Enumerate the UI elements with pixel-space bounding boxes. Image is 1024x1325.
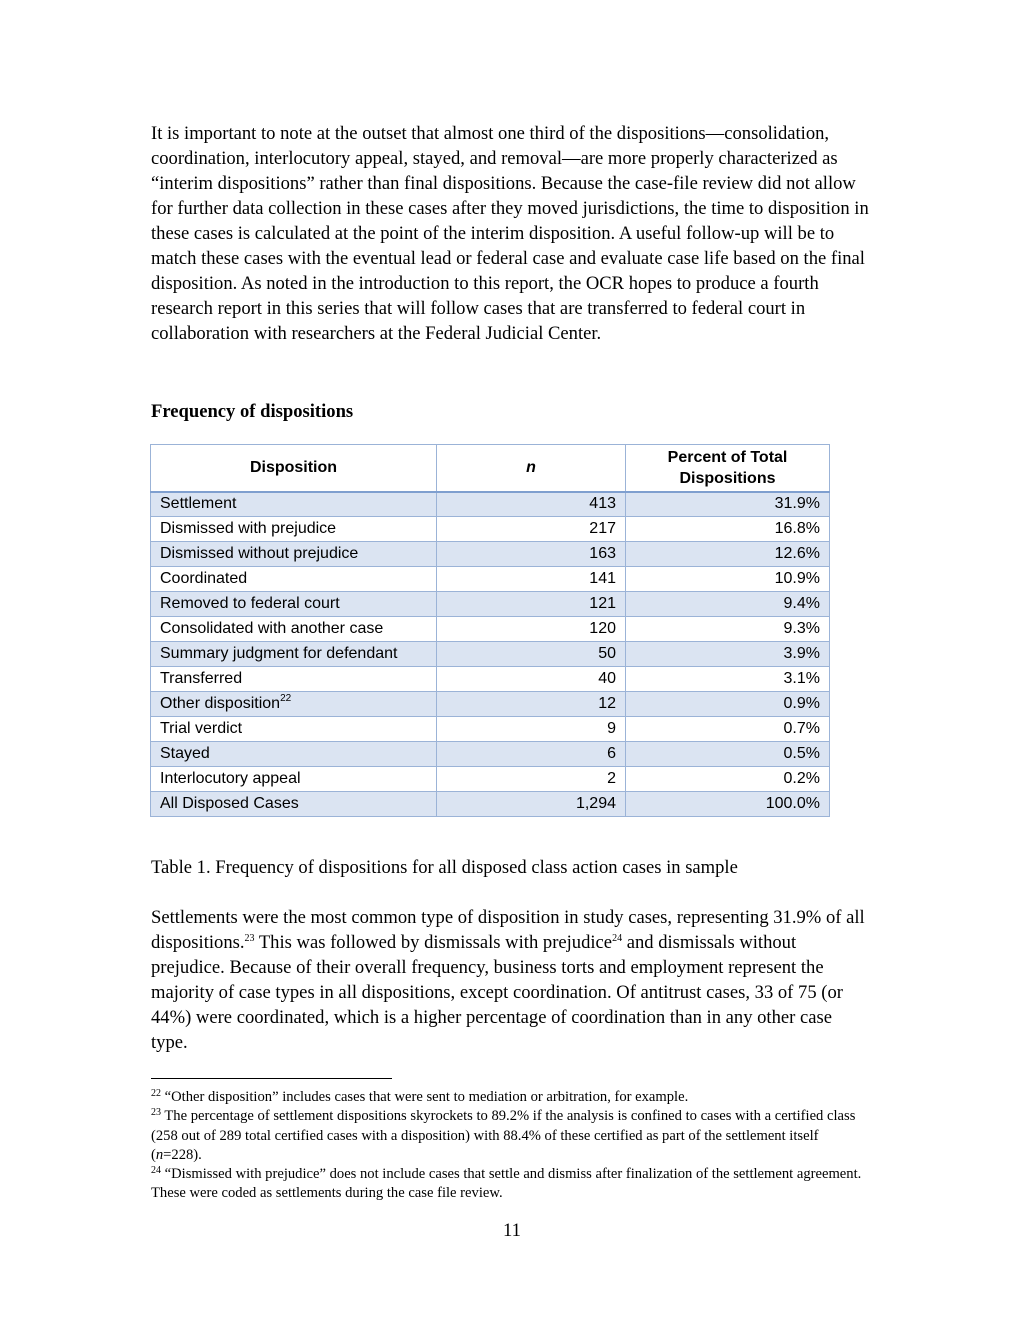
table-row <box>151 667 830 692</box>
table-caption: Table 1. Frequency of dispositions for all disposed class action cases in sample <box>151 857 738 878</box>
cell-n: 6 <box>437 742 626 767</box>
cell-percent: 9.4% <box>626 592 830 617</box>
cell-n: 1,294 <box>437 792 626 817</box>
header-n-label: n <box>526 459 536 477</box>
cell-disposition <box>151 692 437 717</box>
cell-disposition: Stayed <box>151 742 437 767</box>
footnote-ref-23: 23 <box>244 933 255 944</box>
dispositions-table <box>150 444 830 817</box>
cell-disposition: All Disposed Cases <box>151 792 437 817</box>
footnote-24-text: “Dismissed with prejudice” does not include cases that settle and dismiss after finalization of the settlement agreement. These were coded as settlements during the case file review. <box>151 1166 862 1202</box>
intro-paragraph: It is important to note at the outset that almost one third of the dispositions—consolidation, coordination, interlocutory appeal, stayed, and removal—are more properly characterized as “interim dispositions” rather than final dispositions. Because the case-file review did not allow for further data collection in these cases after they moved jurisdictions, the time to disposition in these cases is calculated at the point of the interim disposition. A useful follow-up will be to match these cases with the eventual lead or federal case and evaluate case life based on the final disposition. As noted in the introduction to this report, the OCR hopes to produce a fourth research report in this series that will follow cases that are transferred to federal court in collaboration with researchers at the Federal Judicial Center. <box>151 123 869 344</box>
cell-n: 9 <box>437 717 626 742</box>
footnote-22-text: “Other disposition” includes cases that were sent to mediation or arbitration, for example. <box>161 1089 689 1105</box>
header-n <box>437 445 626 492</box>
cell-disposition: Dismissed with prejudice <box>151 517 437 542</box>
cell-percent: 10.9% <box>626 567 830 592</box>
header-percent-line1: Percent of Total <box>667 448 788 466</box>
cell-percent: 31.9% <box>626 492 830 517</box>
cell-n: 40 <box>437 667 626 692</box>
cell-n: 2 <box>437 767 626 792</box>
footnote-ref-22: 22 <box>280 693 292 704</box>
paragraph-2-part-1: Settlements were the most common type of disposition in study cases, representing 31.9% of all dispositions. <box>151 907 865 953</box>
footnote-24-number: 24 <box>151 1165 161 1177</box>
footnote-ref-24: 24 <box>612 933 623 944</box>
cell-percent: 3.9% <box>626 642 830 667</box>
footnote-23 <box>151 1107 867 1165</box>
cell-percent: 0.7% <box>626 717 830 742</box>
section-heading: Frequency of dispositions <box>151 401 354 422</box>
footnote-22-number: 22 <box>151 1088 161 1099</box>
footnote-22 <box>151 1088 867 1107</box>
table-row <box>151 642 830 667</box>
table-row <box>151 492 830 517</box>
cell-n: 120 <box>437 617 626 642</box>
cell-percent: 0.5% <box>626 742 830 767</box>
cell-disposition: Removed to federal court <box>151 592 437 617</box>
footnote-23-n: n <box>155 1146 164 1163</box>
cell-disposition: Transferred <box>151 667 437 692</box>
footnote-divider <box>151 1078 392 1079</box>
cell-n: 163 <box>437 542 626 567</box>
cell-percent: 12.6% <box>626 542 830 567</box>
header-percent-line2: Dispositions <box>679 469 776 487</box>
paragraph-2-part-2: This was followed by dismissals with prejudice <box>254 932 613 953</box>
cell-percent: 9.3% <box>626 617 830 642</box>
cell-disposition-text: Other disposition <box>160 695 281 712</box>
cell-percent: 16.8% <box>626 517 830 542</box>
table-row <box>151 567 830 592</box>
table-row <box>151 767 830 792</box>
cell-disposition: Coordinated <box>151 567 437 592</box>
cell-percent: 3.1% <box>626 667 830 692</box>
cell-n: 12 <box>437 692 626 717</box>
cell-disposition: Summary judgment for defendant <box>151 642 437 667</box>
page-number: 11 <box>503 1220 521 1241</box>
cell-n: 121 <box>437 592 626 617</box>
header-disposition: Disposition <box>151 445 437 492</box>
cell-disposition: Dismissed without prejudice <box>151 542 437 567</box>
cell-n: 413 <box>437 492 626 517</box>
table-row <box>151 542 830 567</box>
cell-n: 141 <box>437 567 626 592</box>
cell-n: 50 <box>437 642 626 667</box>
cell-percent: 0.2% <box>626 767 830 792</box>
cell-percent: 100.0% <box>626 792 830 817</box>
footnote-23-text-b: =228). <box>163 1146 202 1163</box>
table-row <box>151 517 830 542</box>
paragraph-2-part-3: and dismissals without prejudice. Because of their overall frequency, business torts and employment represent the majority of case types in all dispositions, except coordination. Of antitrust cases, 33 of 75 (or 44%) were coordinated, which is a higher percentage of coordination than in any other case type. <box>151 932 843 1053</box>
table-total-row <box>151 792 830 817</box>
table-row <box>151 717 830 742</box>
cell-disposition: Interlocutory appeal <box>151 767 437 792</box>
cell-n: 217 <box>437 517 626 542</box>
footnotes <box>151 1088 867 1204</box>
header-percent <box>626 445 830 492</box>
cell-percent: 0.9% <box>626 692 830 717</box>
dispositions-table-container <box>150 444 829 817</box>
footnote-23-number: 23 <box>151 1107 161 1119</box>
cell-disposition: Trial verdict <box>151 717 437 742</box>
footnote-23-text-a: The percentage of settlement dispositions skyrockets to 89.2% if the analysis is confined to cases with a certified class (258 out of 289 total certified cases with a disposition) with 88.4% of these certified as part of the settlement itself ( <box>151 1108 856 1163</box>
table-row <box>151 617 830 642</box>
cell-disposition: Consolidated with another case <box>151 617 437 642</box>
footnote-24 <box>151 1165 867 1204</box>
cell-disposition: Settlement <box>151 492 437 517</box>
table-header-row <box>151 445 830 492</box>
table-row <box>151 592 830 617</box>
table-row <box>151 692 830 717</box>
analysis-paragraph <box>151 905 871 1055</box>
table-row <box>151 742 830 767</box>
